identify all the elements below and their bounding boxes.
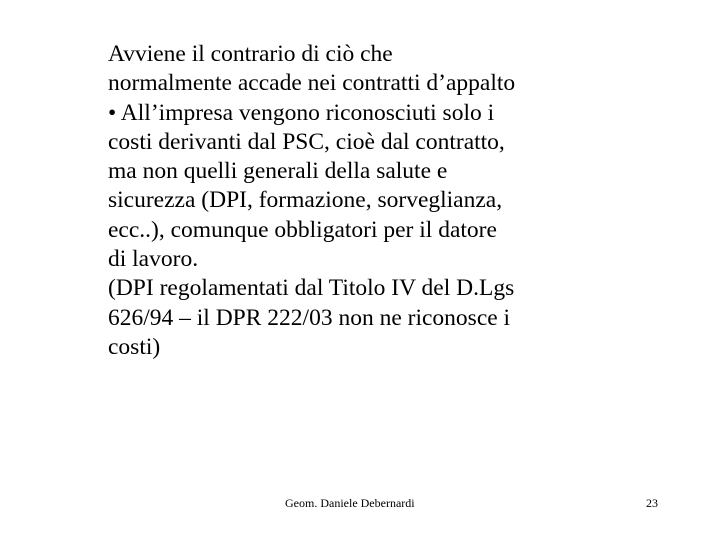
body-line: costi derivanti dal PSC, cioè dal contratto,: [108, 128, 505, 155]
body-line: ma non quelli generali della salute e: [108, 158, 448, 185]
body-line: costi): [108, 333, 161, 360]
body-line: normalmente accade nei contratti d’appalto: [108, 70, 516, 97]
slide-body-text: [108, 40, 608, 362]
body-line: sicurezza (DPI, formazione, sorveglianza,: [108, 187, 503, 214]
body-line: 626/94 – il DPR 222/03 non ne riconosce i: [108, 304, 511, 331]
footer-author: Geom. Daniele Debernardi: [285, 496, 415, 510]
bullet-line: • All’impresa vengono riconosciuti solo i: [108, 99, 495, 126]
body-line: ecc..), comunque obbligatori per il datore: [108, 216, 497, 243]
body-line: Avviene il contrario di ciò che: [108, 41, 393, 67]
page-number: 23: [646, 496, 658, 510]
body-line: di lavoro.: [108, 246, 199, 273]
body-line: (DPI regolamentati dal Titolo IV del D.Lgs: [108, 275, 515, 302]
